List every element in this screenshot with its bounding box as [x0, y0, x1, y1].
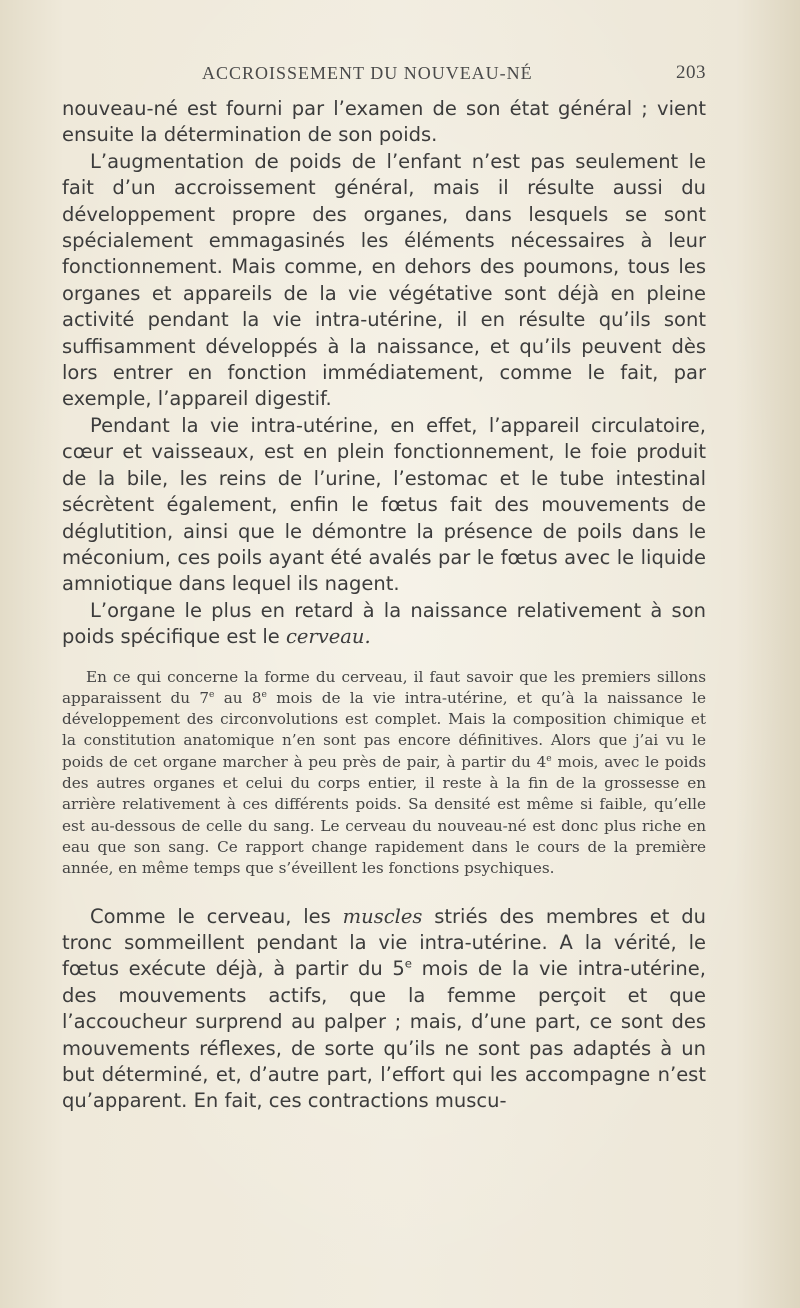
note-sup-2: e	[261, 689, 267, 700]
paragraph-2: L’augmentation de poids de l’enfant n’est pas seulement le fait d’un accroissement général, mais il résulte aussi du développement propre des organes, dans lesquels se sont spécialement emmagasinés les éléments nécessaires à leur fonctionnement. Mais comme, en dehors des poumons, tous les organes et appareils de la vie végétative sont déjà en pleine activité pendant la vie intra-utérine, il en résulte qu’ils sont suffisamment développés à la naissance, et qu’ils peuvent dès lors entrer en fonction immédiatement, comme le fait, par exemple, l’appareil digestif.	[62, 149, 706, 411]
emphasis-cerveau: cerveau.	[285, 625, 371, 649]
paragraph-4-text: L’organe le plus en retard à la naissance relativement à son poids spécifique est le	[62, 598, 706, 649]
paragraph-5	[62, 904, 706, 1115]
paragraph-5-text-c: mois de la vie intra-utérine, des mouvements actifs, que la femme perçoit et que l’accoucheur surprend au palper ; mais, d’une part, ce sont des mouvements réflexes, de sorte qu’ils ne sont pas adaptés à un but déterminé, et, d’autre part, l’effort qui les accompagne n’est qu’apparent. En fait, ces contractions muscu-	[62, 957, 706, 1113]
paragraph-5-text-a: Comme le cerveau, les	[90, 904, 343, 928]
small-print-note	[62, 667, 706, 880]
paragraph-3: Pendant la vie intra-utérine, en effet, l’appareil circulatoire, cœur et vaisseaux, est en plein fonctionnement, le foie produit de la bile, les reins de l’urine, l’estomac et le tube intestinal sécrètent également, enfin le fœtus fait des mouvements de déglutition, ainsi que le démontre la présence de poils dans le méconium, ces poils ayant été avalés par le fœtus avec le liquide amniotique dans lequel ils nagent.	[62, 413, 706, 596]
note-text-d: mois, avec le poids des autres organes et celui du corps entier, il reste à la fin de la grossesse en arrière relativement à ces différents poids. Sa densité est même si faible, qu’elle est au-dessous de celle du sang. Le cerveau du nouveau-né est donc plus riche en eau que son sang. Ce rapport change rapidement dans le cours de la première année, en même temps que s’éveillent les fonctions psychiques.	[62, 752, 706, 878]
note-text-b: au 8	[214, 688, 262, 707]
running-title: ACCROISSEMENT DU NOUVEAU-NÉ	[202, 62, 533, 83]
page-body	[62, 96, 706, 1115]
note-text-c: mois de la vie intra-utérine, et qu’à la naissance le développement des circonvolutions est complet. Mais la composition chimique et la constitution anatomique n’en sont pas encore définitives. Alors que j’ai vu le poids de cet organe marcher à peu près de pair, à partir du 4	[62, 688, 706, 771]
paragraph-5-text-b: striés des membres et du tronc sommeillent pendant la vie intra-utérine. A la vérité, le fœtus exécute déjà, à partir du 5	[62, 904, 706, 981]
note-sup-3: e	[546, 753, 552, 764]
note-sup-1: e	[209, 689, 215, 700]
paragraph-5-sup: e	[404, 956, 412, 971]
paragraph-4	[62, 598, 706, 651]
note-text-a: En ce qui concerne la forme du cerveau, il faut savoir que les premiers sillons apparaissent du 7	[62, 667, 706, 707]
page-number: 203	[676, 62, 706, 83]
emphasis-muscles: muscles	[342, 904, 423, 928]
page-header	[202, 58, 706, 88]
paragraph-1: nouveau-né est fourni par l’examen de son état général ; vient ensuite la détermination de son poids.	[62, 97, 706, 147]
